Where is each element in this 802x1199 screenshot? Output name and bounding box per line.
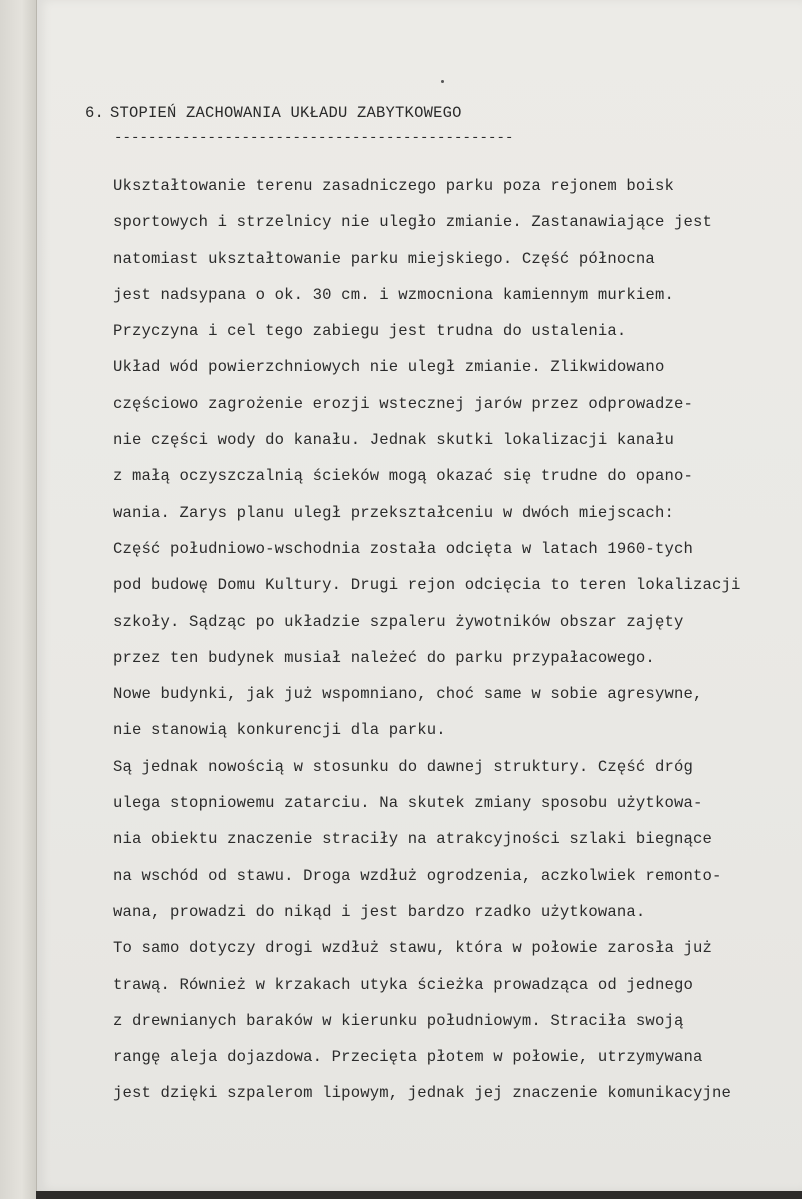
text-line: jest dzięki szpalerom lipowym, jednak jej znaczenie komunikacyjne bbox=[113, 1084, 732, 1103]
section-title: STOPIEŃ ZACHOWANIA UKŁADU ZABYTKOWEGO bbox=[110, 104, 462, 122]
text-line: nia obiektu znaczenie straciły na atrakcyjności szlaki biegnące bbox=[113, 830, 712, 849]
text-line: z drewnianych baraków w kierunku południowym. Straciła swoją bbox=[113, 1011, 684, 1030]
adjacent-page-edge bbox=[0, 0, 37, 1199]
text-line: Przyczyna i cel tego zabiegu jest trudna do ustalenia. bbox=[113, 322, 627, 341]
text-line: Są jednak nowością w stosunku do dawnej struktury. Część dróg bbox=[113, 757, 693, 776]
text-line: przez ten budynek musiał należeć do parku przypałacowego. bbox=[113, 648, 655, 667]
text-line: częściowo zagrożenie erozji wstecznej jarów przez odprowadze- bbox=[113, 394, 693, 413]
heading-underline: ----------------------------------------------- bbox=[114, 130, 514, 146]
text-line: na wschód od stawu. Droga wzdłuż ogrodzenia, aczkolwiek remonto- bbox=[113, 866, 722, 885]
scanner-bottom-edge bbox=[36, 1191, 802, 1199]
text-line: jest nadsypana o ok. 30 cm. i wzmocniona kamiennym murkiem. bbox=[113, 285, 674, 304]
section-number: 6. bbox=[85, 104, 105, 122]
text-line: trawą. Również w krzakach utyka ścieżka prowadząca od jednego bbox=[113, 975, 693, 994]
text-line: rangę aleja dojazdowa. Przecięta płotem w połowie, utrzymywana bbox=[113, 1048, 703, 1067]
text-line: szkoły. Sądząc po układzie szpaleru żywotników obszar zajęty bbox=[113, 612, 684, 631]
text-line: natomiast ukształtowanie parku miejskiego. Część północna bbox=[113, 249, 655, 268]
text-line: To samo dotyczy drogi wzdłuż stawu, która w połowie zarosła już bbox=[113, 939, 712, 958]
text-line: wania. Zarys planu uległ przekształceniu w dwóch miejscach: bbox=[113, 503, 674, 522]
text-line: pod budowę Domu Kultury. Drugi rejon odcięcia to teren lokalizacji bbox=[113, 576, 741, 595]
text-line: nie części wody do kanału. Jednak skutki lokalizacji kanału bbox=[113, 431, 674, 450]
text-line: z małą oczyszczalnią ścieków mogą okazać się trudne do opano- bbox=[113, 467, 693, 486]
typewritten-page bbox=[37, 0, 802, 1191]
text-line: wana, prowadzi do nikąd i jest bardzo rzadko użytkowana. bbox=[113, 902, 646, 921]
text-line: ulega stopniowemu zatarciu. Na skutek zmiany sposobu użytkowa- bbox=[113, 794, 703, 813]
text-line: Część południowo-wschodnia została odcięta w latach 1960-tych bbox=[113, 539, 693, 558]
section-heading bbox=[85, 104, 462, 122]
text-line: Nowe budynki, jak już wspomniano, choć same w sobie agresywne, bbox=[113, 685, 703, 704]
body-text bbox=[113, 168, 802, 1112]
text-line: sportowych i strzelnicy nie uległo zmianie. Zastanawiające jest bbox=[113, 213, 712, 232]
text-line: Ukształtowanie terenu zasadniczego parku poza rejonem boisk bbox=[113, 177, 674, 195]
ink-speck bbox=[441, 80, 444, 83]
text-line: nie stanowią konkurencji dla parku. bbox=[113, 721, 446, 740]
text-line: Układ wód powierzchniowych nie uległ zmianie. Zlikwidowano bbox=[113, 358, 665, 377]
